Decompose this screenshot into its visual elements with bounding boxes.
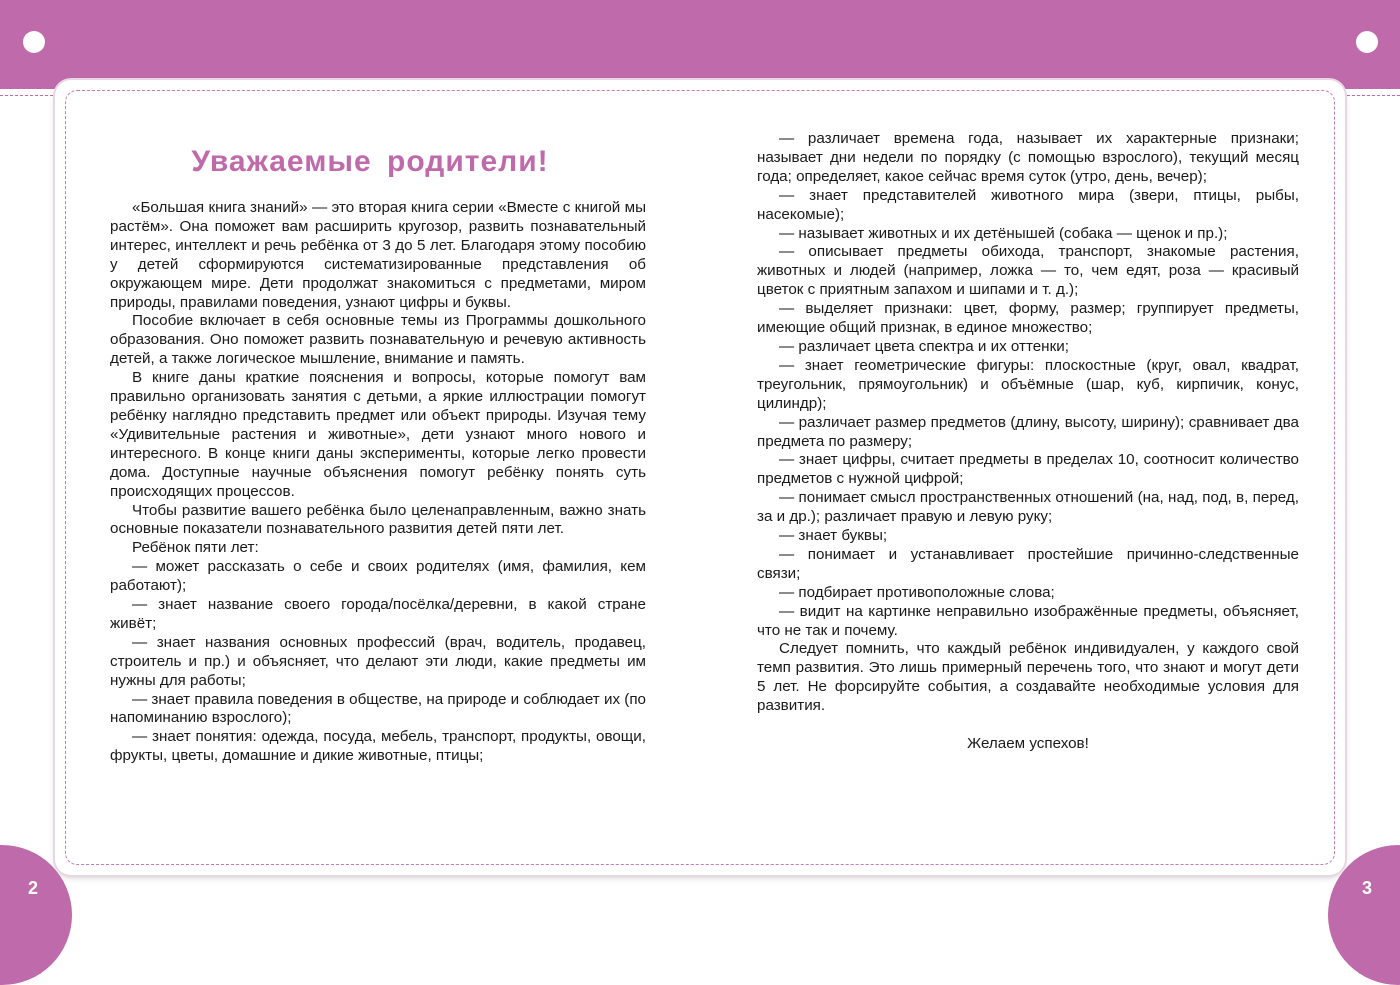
paragraph: Следует помнить, что каждый ребёнок индивидуален, у каждого свой темп развития. Это лишь примерный перечень того, что знают и могут дети 5 лет. Не форсируйте события, а создавайте необходимые условия для развития. (757, 640, 1299, 715)
binder-hole-right-icon (1356, 31, 1378, 53)
paragraph: Ребёнок пяти лет: (132, 539, 259, 557)
page-number-right: 3 (1362, 878, 1373, 898)
list-item: — знает геометрические фигуры: плоскостные (круг, овал, квадрат, треугольник, прямоугольник) и объёмные (шар, куб, кирпичик, конус, цилиндр); (757, 356, 1299, 412)
paragraph: Пособие включает в себя основные темы из Программы дошкольного образования. Оно поможет развить познавательную и речевую активность детей, а также логическое мышление, внимание и память. (110, 312, 646, 368)
list-item: — знает правила поведения в обществе, на природе и соблюдает их (по напоминанию взрослого); (110, 690, 646, 727)
list-item: — понимает смысл пространственных отношений (на, над, под, в, перед, за и др.); различает правую и левую руку; (757, 489, 1299, 526)
list-item: — различает размер предметов (длину, высоту, ширину); сравнивает два предмета по размеру; (757, 413, 1299, 450)
list-item: — различает цвета спектра и их оттенки; (779, 337, 1069, 355)
list-item: — понимает и устанавливает простейшие причинно-следственные связи; (757, 545, 1299, 582)
paragraph: «Большая книга знаний» — это вторая книга серии «Вместе с книгой мы растём». Она поможет вам расширить кругозор, развить познавательный интерес, интеллект и речь ребёнка от 3 до 5 лет. Благодаря этому пособию у детей сформируются систематизированные представления об окружающем мире. Дети продолжат знакомиться с предметами, миром природы, правилами поведения, узнают цифры и буквы. (110, 199, 646, 311)
list-item: — называет животных и их детёнышей (собака — щенок и пр.); (779, 224, 1228, 242)
list-item: — знает понятия: одежда, посуда, мебель, транспорт, продукты, овощи, фрукты, цветы, домашние и дикие животные, птицы; (110, 728, 646, 765)
list-item: — знает названия основных профессий (врач, водитель, продавец, строитель и пр.) и объясняет, что делают эти люди, какие предметы им нужны для работы; (110, 633, 646, 689)
paragraph: В книге даны краткие пояснения и вопросы, которые помогут вам правильно организовать занятия с детьми, а яркие иллюстрации помогут ребёнку наглядно представить предмет или объект природы. Изучая тему «Удивительные растения и животные», дети узнают много нового и интересного. В конце книги даны эксперименты, которые легко провести дома. Доступные научные объяснения помогут ребёнку понять суть происходящих процессов. (110, 369, 646, 500)
page-number-left: 2 (28, 878, 39, 898)
list-item: — знает представителей животного мира (звери, птицы, рыбы, насекомые); (757, 186, 1299, 223)
top-decorative-band (0, 0, 1400, 89)
list-item: — различает времена года, называет их характерные признаки; называет дни недели по порядку (с помощью взрослого), текущий месяц года; определяет, какое сейчас время суток (утро, день, вечер); (757, 130, 1299, 185)
list-item: — видит на картинке неправильно изображённые предметы, объясняет, что не так и почему. (757, 602, 1299, 639)
right-text-column (757, 130, 1299, 754)
list-item: — знает буквы; (779, 527, 888, 545)
list-item: — выделяет признаки: цвет, форму, размер; группирует предметы, имеющие общий признак, в единое множество; (757, 300, 1299, 337)
paragraph: Чтобы развитие вашего ребёнка было целенаправленным, важно знать основные показатели познавательного развития детей пяти лет. (110, 501, 646, 538)
list-item: — подбирает противоположные слова; (779, 583, 1055, 601)
list-item: — знает название своего города/посёлка/деревни, в какой стране живёт; (110, 596, 646, 632)
page-title: Уважаемые родители! (191, 145, 549, 178)
left-text-column (110, 199, 646, 766)
closing-wish: Желаем успехов! (967, 735, 1089, 753)
binder-hole-left-icon (23, 31, 45, 53)
list-item: — может рассказать о себе и своих родителях (имя, фамилия, кем работают); (110, 558, 646, 595)
list-item: — знает цифры, считает предметы в пределах 10, соотносит количество предметов с нужной цифрой; (757, 451, 1299, 488)
list-item: — описывает предметы обихода, транспорт, знакомые растения, животных и людей (например, ложка — то, чем едят, роза — красивый цветок с приятным запахом и шипами и т. д.); (757, 243, 1299, 299)
